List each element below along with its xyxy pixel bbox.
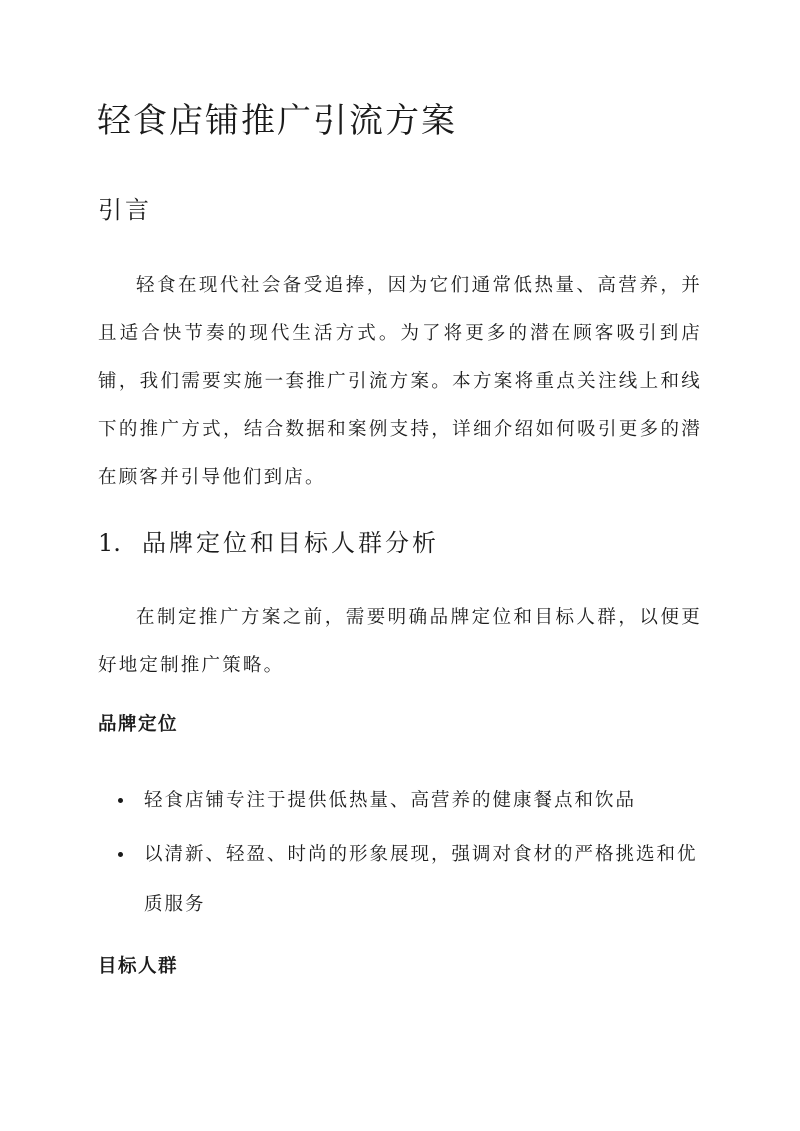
list-item (118, 776, 698, 826)
section-1-title: 品牌定位和目标人群分析 (142, 529, 439, 557)
list-item-text: 轻食店铺专注于提供低热量、高营养的健康餐点和饮品 (144, 790, 637, 811)
section-1-heading (98, 526, 439, 560)
brand-positioning-heading: 品牌定位 (98, 714, 179, 735)
document-title: 轻食店铺推广引流方案 (97, 101, 457, 141)
bullet-dot-icon (118, 798, 123, 803)
intro-heading: 引言 (98, 196, 152, 224)
intro-paragraph: 轻食在现代社会备受追捧，因为它们通常低热量、高营养，并且适合快节奏的现代生活方式。为了将更多的潜在顾客吸引到店铺，我们需要实施一套推广引流方案。本方案将重点关注线上和线下的推广方式，结合数据和案例支持，详细介绍如何吸引更多的潜在顾客并引导他们到店。 (98, 275, 702, 488)
section-1-number: 1. (98, 529, 121, 557)
section-1-paragraph: 在制定推广方案之前，需要明确品牌定位和目标人群，以便更好地定制推广策略。 (98, 607, 702, 676)
target-audience-heading: 目标人群 (98, 956, 179, 977)
bullet-dot-icon (118, 852, 123, 857)
list-item-text: 以清新、轻盈、时尚的形象展现，强调对食材的严格挑选和优质服务 (144, 844, 698, 915)
list-item (118, 830, 698, 930)
brand-positioning-list (118, 776, 698, 934)
